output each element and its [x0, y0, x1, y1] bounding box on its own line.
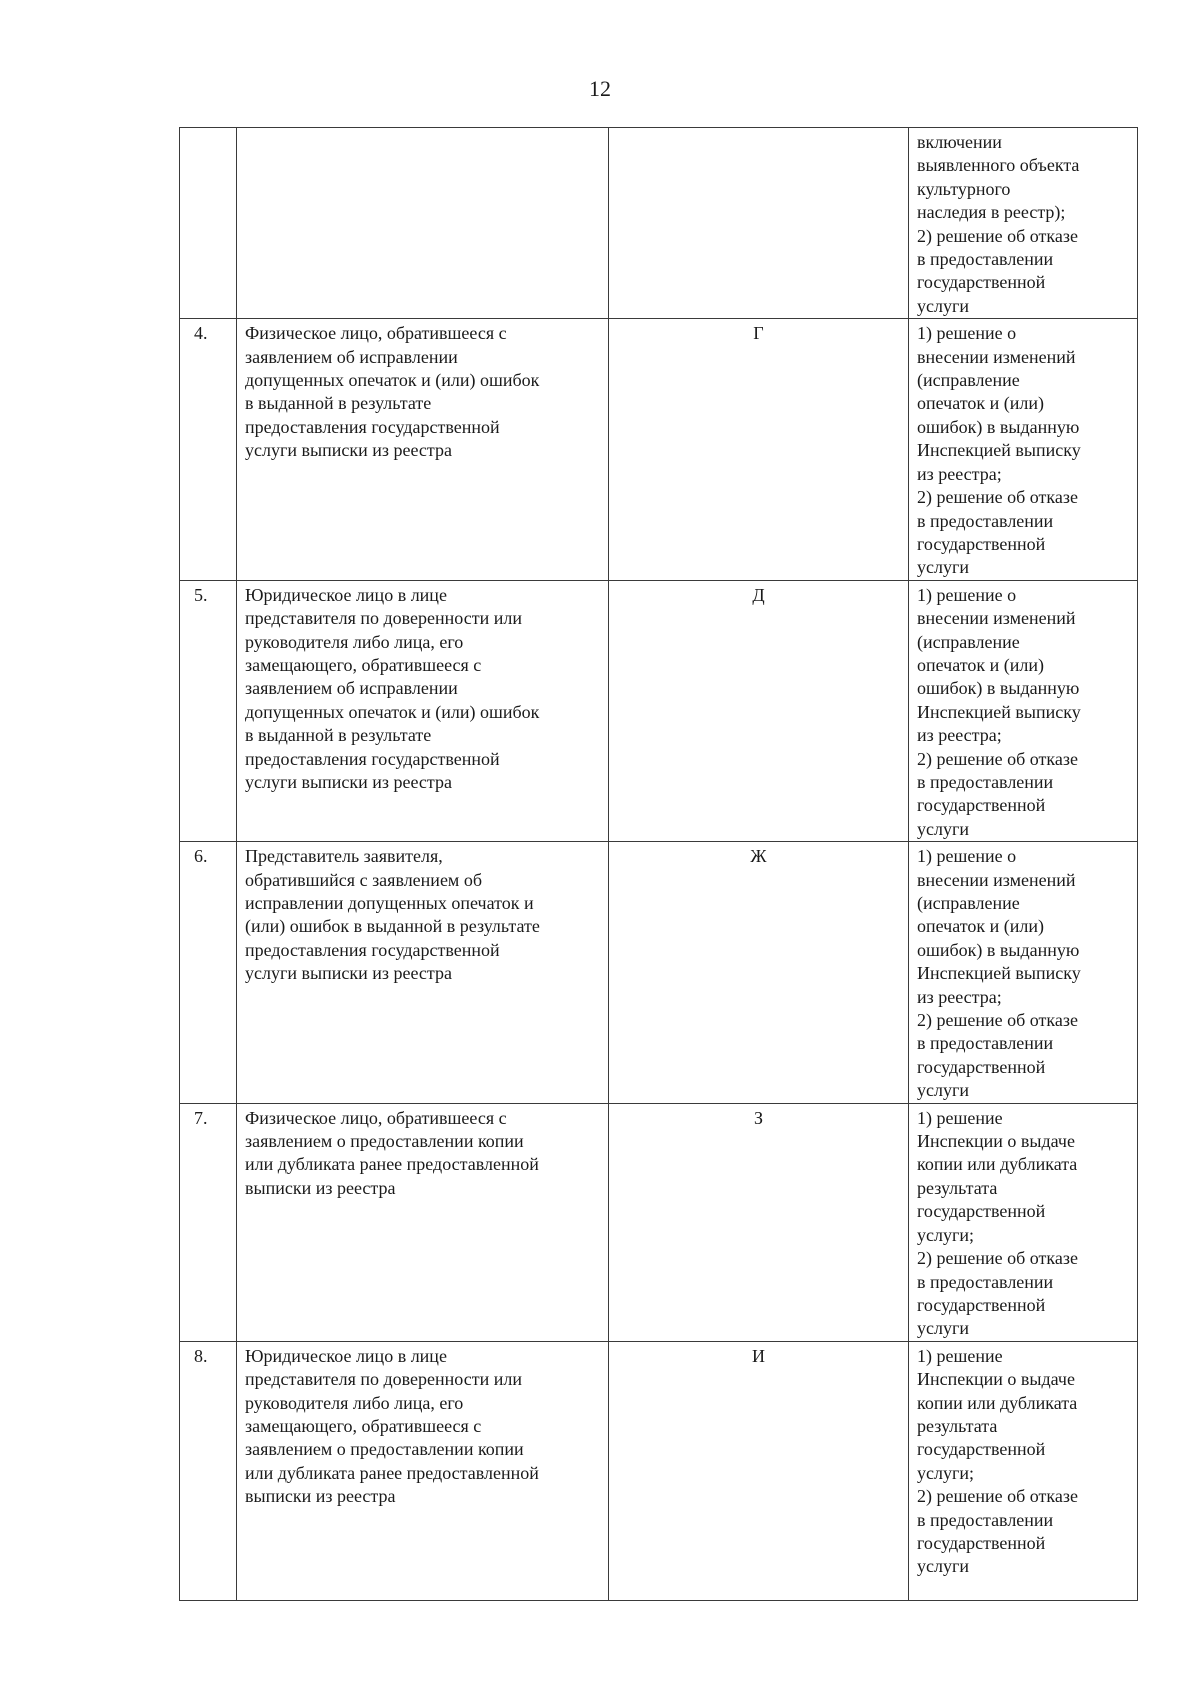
variant-code: З	[609, 1103, 909, 1341]
applicant-description: Юридическое лицо в лице представителя по доверенности или руководителя либо лица, его замещающего, обратившееся с заявлением об исправлении допущенных опечаток и (или) ошибок в выданной в результате предоставления государственной услуги выписки из реестра	[237, 580, 609, 841]
applicant-description: Юридическое лицо в лице представителя по доверенности или руководителя либо лица, его замещающего, обратившееся с заявлением о предоставлении копии или дубликата ранее предоставленной выписки из реестра	[237, 1341, 609, 1600]
applicant-description: Представитель заявителя, обратившийся с заявлением об исправлении допущенных опечаток и (или) ошибок в выданной в результате предоставления государственной услуги выписки из реестра	[237, 842, 609, 1103]
service-result: 1) решение Инспекции о выдаче копии или дубликата результата государственной услуги; 2) решение об отказе в предоставлении государственной услуги	[909, 1341, 1138, 1600]
variant-code: Д	[609, 580, 909, 841]
page-number: 12	[589, 76, 611, 101]
applicant-description	[237, 128, 609, 319]
row-number: 6.	[180, 842, 237, 1103]
variant-code	[609, 128, 909, 319]
service-result: 1) решение о внесении изменений (исправление опечаток и (или) ошибок) в выданную Инспекцией выписку из реестра; 2) решение об отказе в предоставлении государственной услуги	[909, 842, 1138, 1103]
applicant-description: Физическое лицо, обратившееся с заявлением об исправлении допущенных опечаток и (или) ошибок в выданной в результате предоставления государственной услуги выписки из реестра	[237, 319, 609, 580]
row-number: 8.	[180, 1341, 237, 1600]
table-row	[180, 580, 1138, 841]
service-result: 1) решение о внесении изменений (исправление опечаток и (или) ошибок) в выданную Инспекцией выписку из реестра; 2) решение об отказе в предоставлении государственной услуги	[909, 319, 1138, 580]
table-row	[180, 319, 1138, 580]
row-number: 5.	[180, 580, 237, 841]
applicant-description: Физическое лицо, обратившееся с заявлением о предоставлении копии или дубликата ранее предоставленной выписки из реестра	[237, 1103, 609, 1341]
applicant-table	[179, 127, 1138, 1601]
table-row	[180, 128, 1138, 319]
row-number: 7.	[180, 1103, 237, 1341]
service-result: 1) решение о внесении изменений (исправление опечаток и (или) ошибок) в выданную Инспекцией выписку из реестра; 2) решение об отказе в предоставлении государственной услуги	[909, 580, 1138, 841]
table-row	[180, 1103, 1138, 1341]
table-row	[180, 842, 1138, 1103]
service-result: 1) решение Инспекции о выдаче копии или дубликата результата государственной услуги; 2) решение об отказе в предоставлении государственной услуги	[909, 1103, 1138, 1341]
table-row	[180, 1341, 1138, 1600]
row-number: 4.	[180, 319, 237, 580]
variant-code: Г	[609, 319, 909, 580]
row-number	[180, 128, 237, 319]
service-result: включении выявленного объекта культурного наследия в реестр); 2) решение об отказе в предоставлении государственной услуги	[909, 128, 1138, 319]
variant-code: Ж	[609, 842, 909, 1103]
variant-code: И	[609, 1341, 909, 1600]
